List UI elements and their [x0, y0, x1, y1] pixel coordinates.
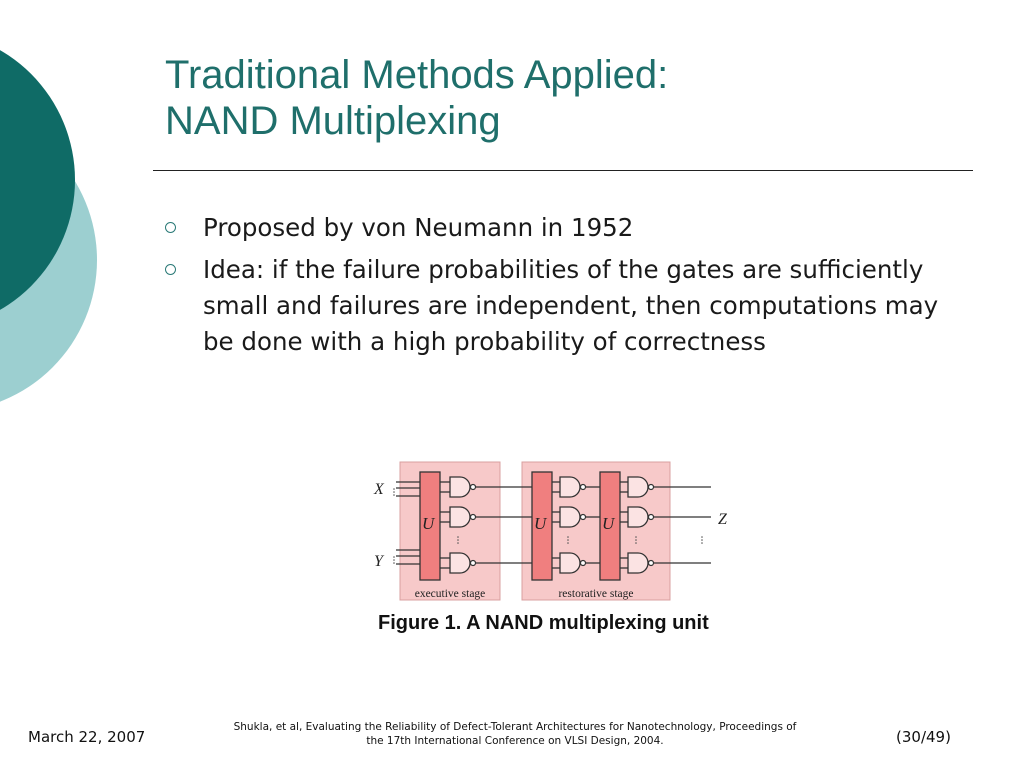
figure-caption: Figure 1. A NAND multiplexing unit [378, 612, 709, 634]
reference-line-1: Shukla, et al, Evaluating the Reliability of Defect-Tolerant Architectures for Nanotechnology, Proceedings of [233, 721, 797, 733]
input-x-label: X [374, 481, 384, 498]
reference-line-2: the 17th International Conference on VLSI Design, 2004. [366, 735, 664, 747]
executive-stage-label: executive stage [414, 588, 486, 600]
title-divider [153, 170, 973, 171]
footer-reference [200, 720, 830, 748]
unit-u-label: U [534, 514, 547, 533]
input-y-label: Y [374, 553, 383, 570]
title-line-1: Traditional Methods Applied: [165, 53, 669, 97]
nand-multiplexing-diagram [366, 452, 756, 602]
unit-u-label: U [422, 514, 435, 533]
bullet-text: Proposed by von Neumann in 1952 [203, 213, 634, 242]
decorative-circles [0, 0, 110, 420]
page-number: (30/49) [896, 728, 951, 746]
restorative-stage-label: restorative stage [558, 588, 634, 600]
bullet-item [165, 210, 965, 246]
circle-bullet-icon [165, 222, 176, 233]
output-z-label: Z [718, 511, 727, 528]
slide-title [165, 52, 985, 144]
bullet-text: Idea: if the failure probabilities of the gates are sufficiently small and failures are independent, then computations may be done with a high probability of correctness [203, 255, 939, 356]
circle-bullet-icon [165, 264, 176, 275]
bullet-item [165, 252, 965, 360]
bullet-list [165, 210, 965, 366]
footer-date: March 22, 2007 [28, 728, 146, 746]
unit-u-label: U [602, 514, 615, 533]
title-line-2: NAND Multiplexing [165, 99, 501, 143]
